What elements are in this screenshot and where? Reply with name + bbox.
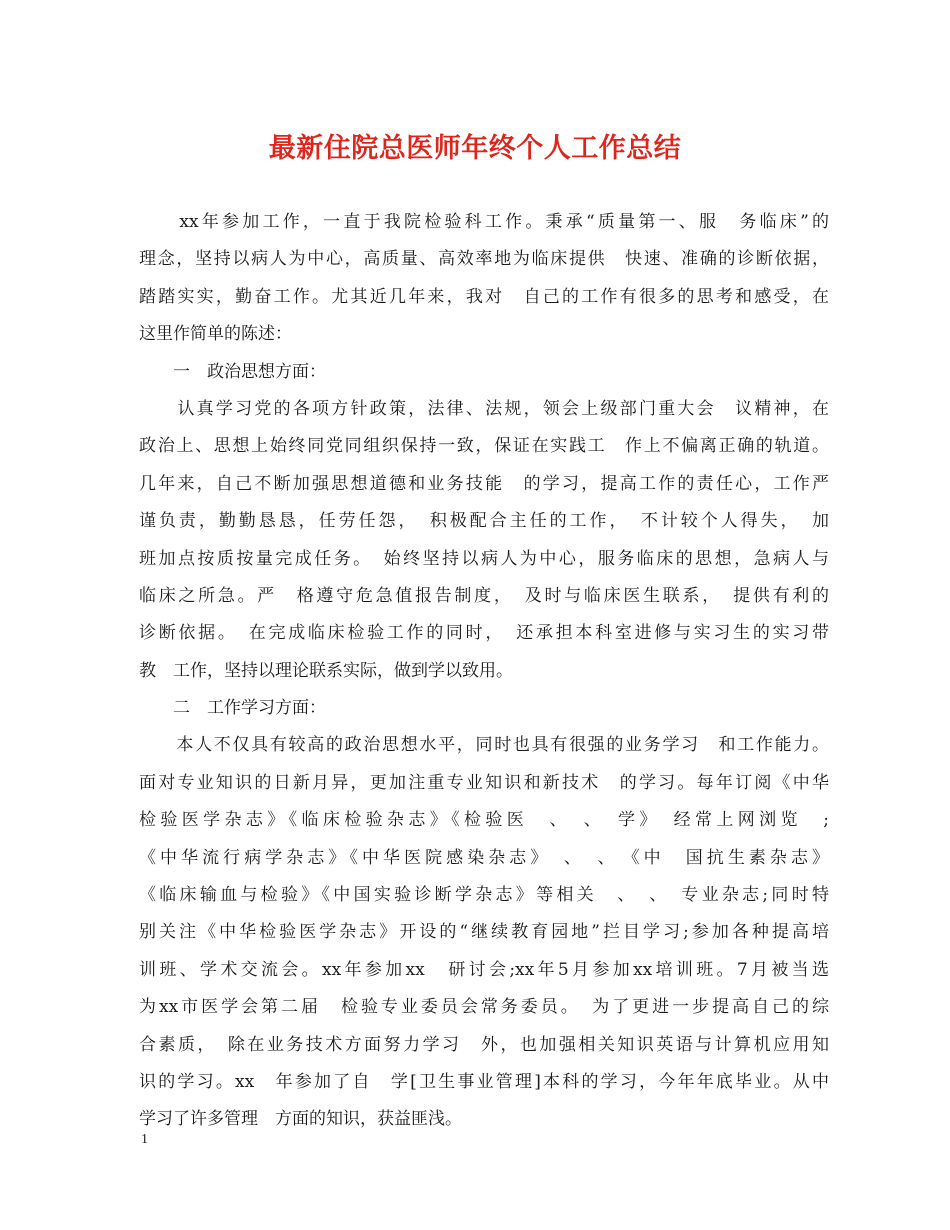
body-line: xx年参加工作，一直于我院检验科工作。秉承“质量第一、服 务临床”的: [139, 212, 829, 232]
body-line: 《中华流行病学杂志》《中华医院感染杂志》 、 、 《中 国抗生素杂志》: [139, 847, 829, 868]
body-line: 诊断依据。 在完成临床检验工作的同时， 还承担本科室进修与实习生的实习带: [139, 623, 829, 644]
body-line: 认真学习党的各项方针政策，法律、法规，领会上级部门重大会 议精神，在: [139, 398, 829, 419]
document-title: 最新住院总医师年终个人工作总结: [268, 133, 682, 164]
document-body: [139, 204, 829, 1139]
body-line: 政治上、思想上始终同党同组织保持一致，保证在实践工 作上不偏离正确的轨道。: [139, 436, 829, 457]
body-line: 临床之所急。严 格遵守危急值报告制度， 及时与临床医生联系， 提供有利的: [139, 585, 829, 606]
body-line: 谨负责，勤勤恳恳，任劳任怨， 积极配合主任的工作， 不计较个人得失， 加: [139, 511, 829, 532]
body-line: 理念，坚持以病人为中心，高质量、高效率地为临床提供 快速、准确的诊断依据，: [139, 249, 829, 270]
body-line: 别关注《中华检验医学杂志》开设的“继续教育园地”拦目学习;参加各种提高培: [139, 922, 829, 943]
body-line: 面对专业知识的日新月异，更加注重专业知识和新技术 的学习。每年订阅《中华: [139, 772, 829, 793]
body-line: 一 政治思想方面：: [139, 361, 326, 382]
body-line: 合素质， 除在业务技术方面努力学习 外，也加强相关知识英语与计算机应用知: [139, 1034, 829, 1055]
body-line: 几年来，自己不断加强思想道德和业务技能 的学习，提高工作的责任心，工作严: [139, 473, 829, 494]
body-line: 这里作简单的陈述：: [139, 324, 292, 345]
body-line: 《临床输血与检验》《中国实验诊断学杂志》等相关 、 、 专业杂志;同时特: [139, 885, 829, 906]
body-line: 为xx市医学会第二届 检验专业委员会常务委员。 为了更进一步提高自己的综: [139, 997, 829, 1018]
body-line: 训班、学术交流会。xx年参加xx 研讨会;xx年5月参加xx培训班。7月被当选: [139, 959, 829, 980]
body-line: 踏踏实实，勤奋工作。尤其近几年来，我对 自己的工作有很多的思考和感受，在: [139, 286, 829, 307]
page-number: 1: [141, 1132, 148, 1147]
body-line: 识的学习。xx 年参加了自 学[卫生事业管理]本科的学习，今年年底毕业。从中: [139, 1071, 829, 1092]
body-line: 二 工作学习方面：: [139, 698, 326, 719]
body-line: 学习了许多管理 方面的知识，获益匪浅。: [139, 1109, 462, 1130]
body-line: 班加点按质按量完成任务。 始终坚持以病人为中心，服务临床的思想，急病人与: [139, 548, 829, 569]
body-line: 教 工作，坚持以理论联系实际，做到学以致用。: [139, 660, 513, 681]
body-line: 检验医学杂志》《临床检验杂志》《检验医 、 、 学》 经常上网浏览 ;: [139, 810, 829, 831]
body-line: 本人不仅具有较高的政治思想水平，同时也具有很强的业务学习 和工作能力。: [139, 735, 829, 756]
